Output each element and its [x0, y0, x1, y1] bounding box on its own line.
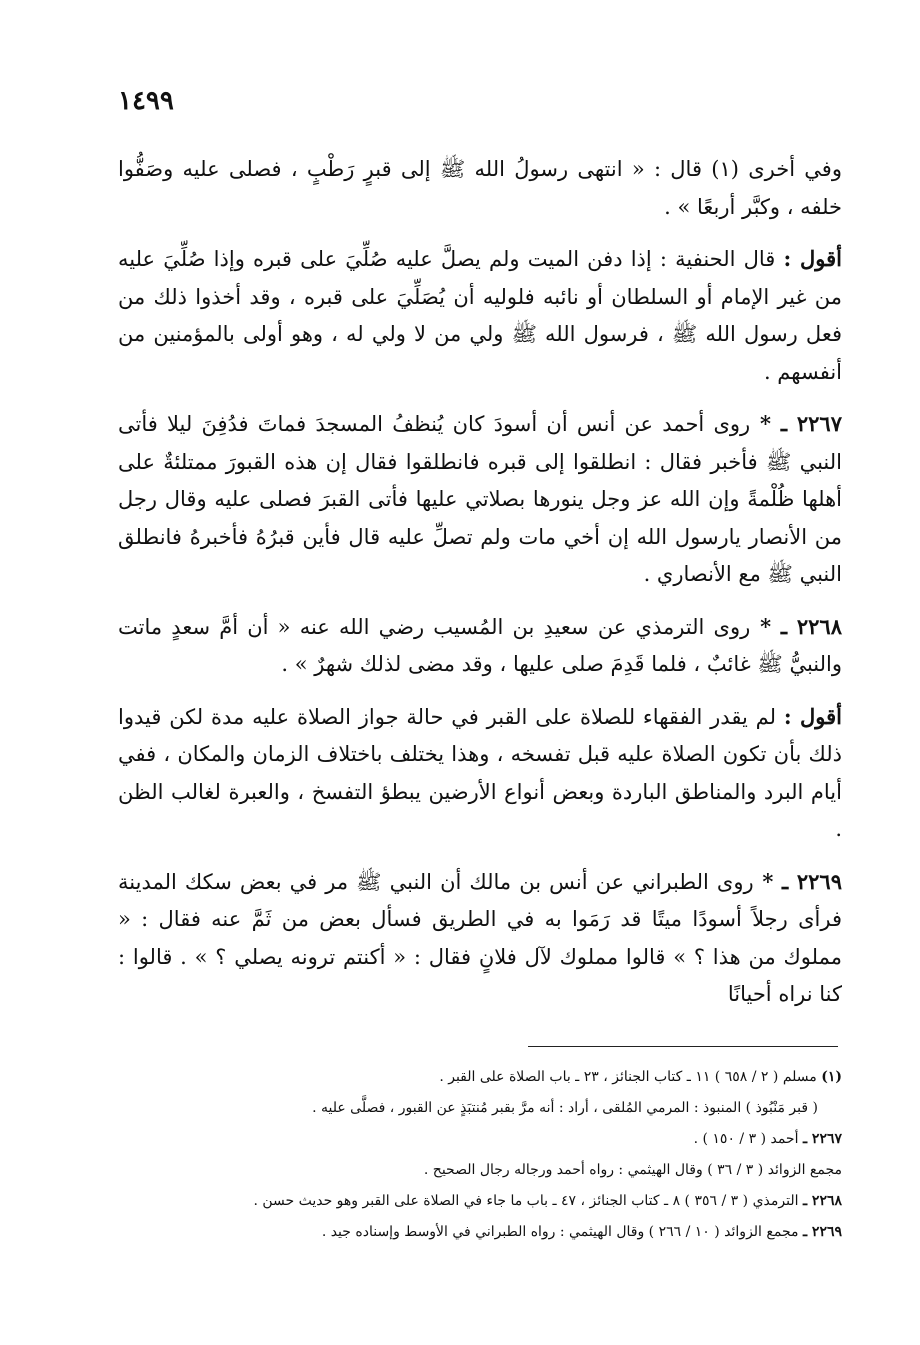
footnote-text: ( قبر مَنْبُوذ ) المنبوذ : المرمي المُلقى ، أراد : أنه مرَّ بقبر مُنتبَذٍ عن القبور ، فصلَّى عليه .: [312, 1100, 818, 1116]
hadith-2268: [118, 608, 842, 684]
footnote: [118, 1124, 842, 1155]
footnote-number: ٢٢٦٧ ـ: [802, 1131, 842, 1147]
footnote-text: مجمع الزوائد ( ٣ / ٣٦ ) وقال الهيثمي : رواه أحمد ورجاله رجال الصحيح .: [423, 1162, 842, 1178]
footnote-text: مسلم ( ٢ / ٦٥٨ ) ١١ ـ كتاب الجنائز ، ٢٣ ـ باب الصلاة على القبر .: [439, 1069, 822, 1085]
footnote: [118, 1217, 842, 1248]
hadith-text: روى الترمذي عن سعيدِ بن المُسيب رضي الله عنه « أن أمَّ سعدٍ ماتت والنبيُّ ﷺ غائبٌ ، فلما قَدِمَ صلى عليها ، وقد مضى لذلك شهرٌ » .: [118, 614, 842, 676]
paragraph-text: لم يقدر الفقهاء للصلاة على القبر في حالة جواز الصلاة عليه مدة لكن قيدوا ذلك بأن تكون الصلاة عليه قبل تفسخه ، وهذا يختلف باختلاف الزمان والمكان ، ففي أيام البرد والمناطق الباردة وبعض أنواع الأرضين يبطؤ التفسخ ، والعبرة لغالب الظن .: [118, 704, 842, 841]
hadith-number: ٢٢٦٧ ـ *: [750, 411, 842, 436]
hadith-text: روى أحمد عن أنس أن أسودَ كان يُنظفُ المسجدَ فماتَ فدُفِنَ ليلا فأتى النبي ﷺ فأخبر فقال : انطلقوا إلى قبره فانطلقوا فقال إن هذه القبورَ ممتلئةٌ على أهلها ظُلْمةً وإن الله عز وجل ينورها بصلاتي عليها فأتى القبرَ فصلى عليه وقال رجل من الأنصار يارسول الله إن أخي مات ولم تصلِّ عليه قال فأين قبرُهُ فأخبرهُ فانطلق النبي ﷺ مع الأنصاري .: [118, 412, 842, 586]
footnote-divider: [528, 1046, 838, 1047]
hadith-number: ٢٢٦٩ ـ *: [753, 868, 842, 894]
page-number: ١٤٩٩: [118, 86, 174, 116]
paragraph-text: وفي أخرى (١) قال : « انتهى رسولُ الله ﷺ إلى قبرٍ رَطْبٍ ، فصلى عليه وصَفُّوا خلفه ، وكبَّر أربعًا » .: [118, 157, 842, 219]
footnote: [118, 1186, 842, 1217]
main-text: [118, 150, 842, 1014]
footnote-number: (١): [821, 1069, 842, 1085]
footnote-number: ٢٢٦٩ ـ: [802, 1224, 842, 1240]
paragraph-lead: أقول :: [783, 703, 842, 729]
footnotes: [118, 1062, 842, 1248]
hadith-text: روى الطبراني عن أنس بن مالك أن النبي ﷺ مر في بعض سكك المدينة فرأى رجلاً أسودًا ميتًا قد رَمَوا به في الطريق فسأل بعض من ثَمَّ عنه فقال : « مملوك من هذا ؟ » قالوا مملوك لآل فلانٍ فقال : « أكنتم ترونه يصلي ؟ » . قالوا : كنا نراه أحيانًا: [118, 869, 842, 1006]
footnote: [118, 1062, 842, 1093]
hadith-2267: [118, 405, 842, 594]
paragraph: [118, 698, 842, 849]
paragraph: [118, 150, 842, 226]
hadith-2269: [118, 863, 842, 1014]
footnote-text: أحمد ( ٣ / ١٥٠ ) .: [693, 1131, 803, 1147]
footnote-number: ٢٢٦٨ ـ: [802, 1193, 842, 1209]
hadith-number: ٢٢٦٨ ـ *: [750, 613, 842, 639]
paragraph-text: قال الحنفية : إذا دفن الميت ولم يصلَّ عليه صُلِّيَ على قبره وإذا صُلِّيَ عليه من غير الإمام أو السلطان أو نائبه فلوليه أن يُصَلِّيَ على قبره ، وقد أخذوا ذلك من فعل رسول الله ﷺ ، فرسول الله ﷺ ولي من لا ولي له ، وهو أولى بالمؤمنين من أنفسهم .: [118, 247, 842, 384]
paragraph-lead: أقول :: [783, 246, 842, 271]
footnote-text: مجمع الزوائد ( ١٠ / ٢٦٦ ) وقال الهيثمي : رواه الطبراني في الأوسط وإسناده جيد .: [321, 1224, 803, 1240]
footnote-text: الترمذي ( ٣ / ٣٥٦ ) ٨ ـ كتاب الجنائز ، ٤٧ ـ باب ما جاء في الصلاة على القبر وهو حديث حسن .: [253, 1193, 803, 1209]
footnote: [118, 1093, 842, 1124]
footnote: [118, 1155, 842, 1186]
paragraph: [118, 240, 842, 391]
